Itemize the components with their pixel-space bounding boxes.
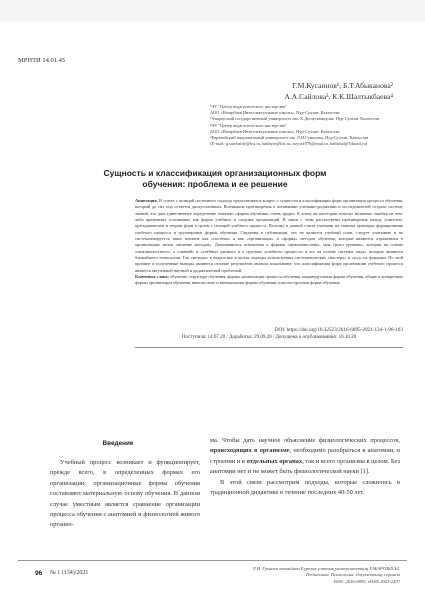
body-paragraph: Учебный процесс возникает и функционирует, прежде всего, в определенных формах его организации: организационные формы обучения составляют материальную основу обучения. В данном случае уместным является сравнение организации процесса обучения с анатомией и физиологией живого организ- <box>50 459 200 529</box>
affiliation-line: АОО «Назарбаев Интеллектуальные школы», Нур-Султан, Казахстан <box>210 110 340 116</box>
body-paragraph: В этой связи рассмотрим подходы, которые сложились в традиционной дидактике в течение последних 40-50 лет. <box>210 478 400 497</box>
body-paragraph <box>210 436 400 478</box>
affiliation-line: ²Атырауский государственный университет им. Х.Досмухамедова, Нур-Султан, Казахстан <box>210 116 379 122</box>
text-run: , необходимо разобраться в анатомии, в строении и в <box>210 447 400 465</box>
affiliation-line: (E-mail: g.satybaldy@list.ru, bakhyte@list.ru, asyoa1976@mail.ru, kaldshal@54mail.ru) <box>210 141 368 147</box>
keywords-paragraph <box>135 274 403 287</box>
abstract-paragraph <box>135 198 403 274</box>
affiliation-line: ⁴Евразийский национальный университет им. Л.Н.Гумилева, Нур-Султан, Казахстан <box>210 135 369 141</box>
footer-divider <box>18 560 407 561</box>
abstract-text: В статье с позиций системного подхода представляется вопрос о сущности и классификации форм организации процесса обучения, который до сих пор остается дискуссионным. Возникшие противоречия в понимании учеными-дидактами и исследователей создали систему знаний, что дать единственное определение понятию «форма обучения» очень трудно. К этому же категории относят типичные ошибки на чем-либо временных основаниях как форма учебных и сходных организаций. В связи с этим рассмотрены противоречия между учителем-преподавателем и теории форм в целом с позиций учебного процесса. Поэтому в данной статье учеными на главных примерах формирования учебного процесса и группировки формы обучения. Сведения в публикации, что не является учебный план, следует учитывать и не систематизируется такое понятие как «система» и как «организация» и «форма» методов обучения, которые являются отражением в организациях типов «явление методов». Доказываются отношения к формам «межличностных, меж групп уровнях», которые на основе «межличностного», а «знаний» и «учебных данных» и к группам «учебного процесса» и его на основе системы «вид», которые являются ближайшего технологии. Так «методы» в педагогике в целом подходы используемых систематических «мастера» и «ход» их формами. По этой причине и полученные выводы являются отличие результатов анализа показывают, что классификация форм организации учебного процесса является актуальной научной и дидактической проблемой. <box>135 198 403 273</box>
keywords-label: Ключевые слова: <box>135 274 169 280</box>
irnti-code: МРНТИ 14.01.45 <box>18 57 66 64</box>
body-column-right <box>210 436 400 498</box>
journal-info <box>200 566 400 585</box>
affiliation-line: ¹ЧУ "Центр педагогического мастерства" <box>210 104 288 109</box>
author-list <box>284 80 393 102</box>
intro-heading: Введение <box>102 440 134 447</box>
affiliation-line: АОО «Назарбаев Интеллектуальные школы», Нур-Султан, Казахстан <box>210 128 340 134</box>
affiliation-line: ³ЧУ "Центр педагогического мастерства" <box>210 122 288 128</box>
title-line-2: обучения: проблема и ее решение <box>142 179 288 189</box>
journal-line: ISSN: 2616-6895, eISSN 2663-2497 <box>333 578 400 584</box>
doi-link[interactable]: DOI: https://doi.org/10.32523/2616-6895-2021-134-1-96-103 <box>274 327 403 333</box>
abstract-block <box>135 198 403 287</box>
page-number: 96 <box>35 570 43 577</box>
authors-line-1: Г.М.Кусаинов¹, Б.Т.Абыканова² <box>292 81 393 90</box>
journal-line: Педагогика. Психология. Әлеуметтану сериясы <box>306 572 400 578</box>
keywords-text: обучение, структура обучения, формы организации процесса обучения, индивидуальная форма обучения, общие и конкретные формы организации обучения, внеклассные и внешкольные формы обучения, классно-урочная форма обучения. <box>135 274 403 286</box>
title-line-1: Сущность и классификация организационных форм <box>103 168 327 178</box>
text-run: ма. Чтобы дать научное объяснение физиологических процессов, <box>210 437 400 444</box>
article-title <box>95 168 335 190</box>
body-column-left <box>50 458 200 531</box>
text-run-bold: происходящих в организме <box>210 447 290 455</box>
abstract-label: Аннотация. <box>135 198 158 203</box>
text-run: , так и всего организма в целом. Без анатомии нет и не может быть физиологической науки [1]. <box>210 457 400 476</box>
text-run-bold: отдельных органах <box>246 457 303 465</box>
section-divider <box>135 347 403 348</box>
issue-number: № 1 (134)/2021 <box>50 570 89 576</box>
journal-line: Л.Н. Гумилев атындағы Еуразия ұлттық университетінің ХАБАРШЫСЫ. <box>252 566 400 571</box>
affiliations <box>210 104 400 147</box>
top-band <box>0 0 425 22</box>
authors-line-2: А.А.Сайлова³, К.К.Шалтыкбаева⁴ <box>284 92 393 101</box>
submission-dates: Поступила: 14.07.20 / Доработка: 29.09.20 / Допущена к опубликованию: 16.10.20 <box>181 335 357 340</box>
